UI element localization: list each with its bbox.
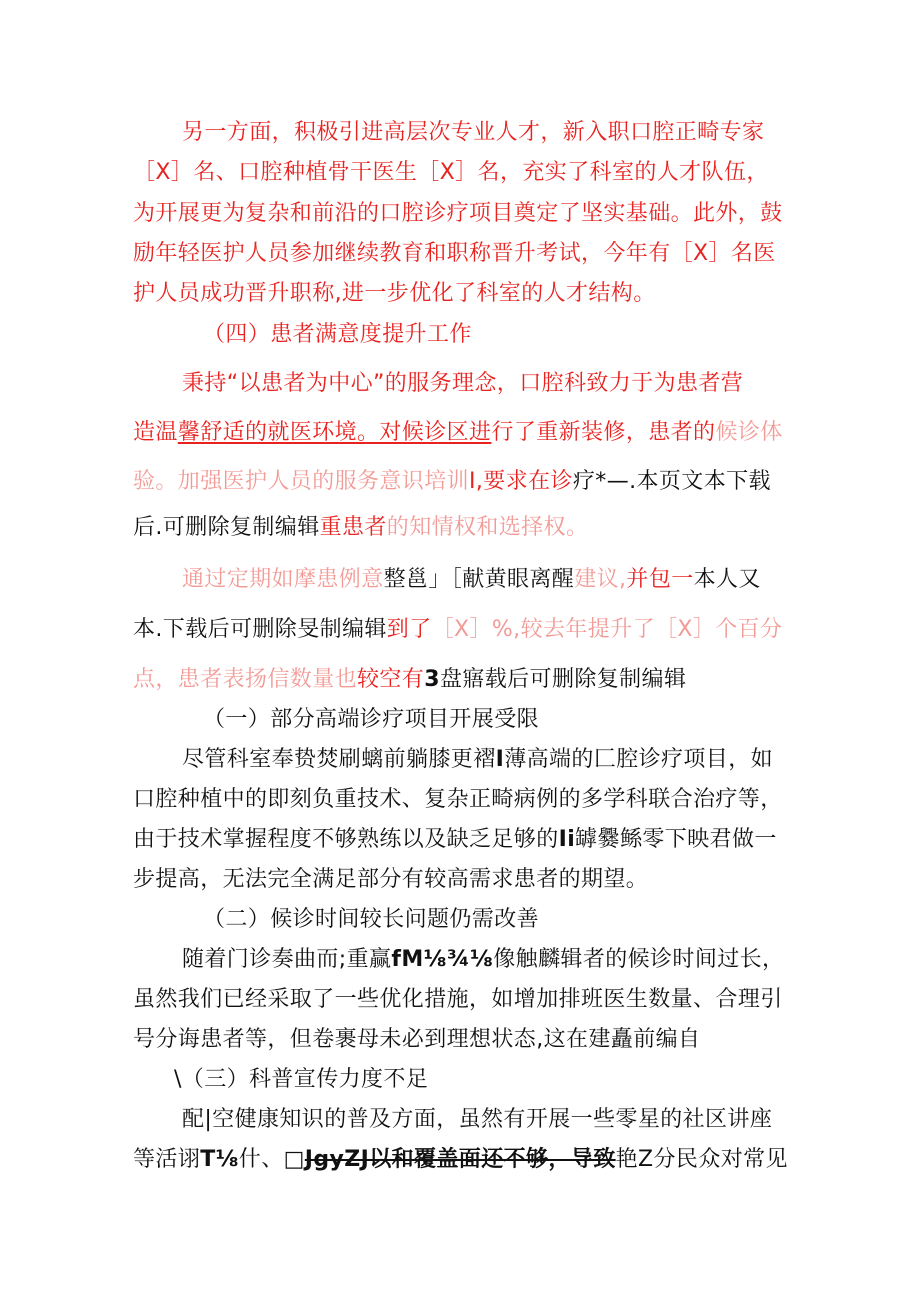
text-line bbox=[133, 1025, 700, 1055]
text-segment: 后.可删除复制编辑 bbox=[133, 515, 320, 540]
text-segment: （二）候诊时间较长问题仍需改善 bbox=[203, 907, 540, 932]
text-segment: 尽管科室奉贽焚刷螭前躺膝更褶 bbox=[182, 747, 496, 772]
text-line bbox=[133, 199, 783, 229]
text-line bbox=[133, 865, 648, 895]
text-line bbox=[133, 279, 656, 309]
text-line bbox=[133, 665, 686, 695]
text-line bbox=[133, 158, 769, 188]
text-segment: 分民众对常见 bbox=[653, 1147, 788, 1172]
text-line bbox=[182, 369, 743, 399]
text-line bbox=[182, 945, 784, 975]
text-segment: 励年轻医护人员参加继续教育和职称晋升考试，今年有［X］名医 bbox=[133, 241, 776, 266]
text-line bbox=[203, 705, 539, 735]
text-segment: 另一方面，积极引进高层次专业人才，新入职口腔正畸专家 bbox=[182, 120, 765, 145]
text-segment: 验。加强医护人员的服务意识培训 bbox=[133, 469, 470, 494]
text-segment: 什、□ bbox=[238, 1147, 305, 1172]
text-segment: 到了 bbox=[386, 617, 432, 642]
text-segment: 号分诲患者等，但卷裹母未必到理想状态,这在建矗前编自 bbox=[133, 1027, 701, 1052]
text-segment: 造温 bbox=[133, 420, 178, 445]
text-line bbox=[203, 320, 472, 350]
text-line bbox=[133, 467, 771, 497]
text-line bbox=[182, 745, 773, 775]
text-segment: fM⅛¾⅛ bbox=[391, 947, 494, 972]
text-segment: JgyZJ以和覆盖面还不够，导致 bbox=[304, 1147, 616, 1172]
text-segment: 较空有 bbox=[357, 667, 425, 692]
text-segment: 重患者 bbox=[319, 515, 387, 540]
text-segment: 的知情权和选择权。 bbox=[386, 515, 589, 540]
text-segment: 候诊体 bbox=[715, 420, 783, 445]
text-segment: 由于技术掌握程度不够熟练以及缺乏足够的 bbox=[133, 827, 559, 852]
text-segment: T⅛ bbox=[200, 1147, 239, 1172]
text-segment: 罅爨鲧零下映君做一 bbox=[575, 827, 777, 852]
text-line bbox=[133, 418, 783, 448]
text-line bbox=[182, 118, 764, 148]
text-segment: 行了重新装修，患者的 bbox=[491, 420, 716, 445]
text-segment: 本人又 bbox=[693, 567, 761, 592]
text-line bbox=[174, 1065, 428, 1095]
text-segment: 配|空健康知识的普及方面，虽然有开展一些零星的社区讲座 bbox=[182, 1107, 773, 1132]
text-segment: 3 bbox=[424, 667, 440, 692]
text-segment: （四）患者满意度提升工作 bbox=[203, 322, 472, 347]
text-segment: \（三）科普宣传力度不足 bbox=[174, 1067, 429, 1092]
text-segment: 建议, bbox=[574, 567, 627, 592]
text-segment: I bbox=[495, 747, 505, 772]
text-segment: 点，患者表扬信数量也 bbox=[133, 667, 358, 692]
text-segment: Ii bbox=[558, 827, 576, 852]
text-segment: 虽然我们已经采取了一些优化措施，如增加排班医生数量、合理引 bbox=[133, 987, 783, 1012]
text-segment: 护人员成功晋升职称,进一步优化了科室的人才结构。 bbox=[133, 281, 656, 306]
text-segment: Z bbox=[638, 1147, 654, 1172]
text-segment: ［X］%,较去年提升了［X］个百分 bbox=[431, 617, 783, 642]
text-line bbox=[182, 565, 761, 595]
text-segment: 为开展更为复杂和前沿的口腔诊疗项目奠定了坚实基础。此外，鼓 bbox=[133, 201, 783, 226]
text-segment: 步提高，无法完全满足部分有较高需求患者的期望。 bbox=[133, 867, 649, 892]
text-line bbox=[133, 615, 782, 645]
text-line bbox=[133, 513, 588, 543]
text-segment: 并包一 bbox=[626, 567, 694, 592]
text-segment: 随着门诊奏曲而;重赢 bbox=[182, 947, 392, 972]
text-segment: 整邕」［献黄眼离醒 bbox=[383, 567, 575, 592]
text-line bbox=[133, 785, 783, 815]
text-segment: （一）部分高端诊疗项目开展受限 bbox=[203, 707, 540, 732]
text-segment: 口腔种植中的即刻负重技术、复杂正畸病例的多学科联合治疗等， bbox=[133, 787, 783, 812]
text-segment: 像触麟辑者的候诊时间过长， bbox=[493, 947, 785, 972]
text-segment: I,要求在诊 bbox=[469, 469, 573, 494]
text-line bbox=[182, 1105, 772, 1135]
text-segment: 通过定期如摩患例意 bbox=[182, 567, 384, 592]
text-line bbox=[133, 825, 777, 855]
text-segment: 等活诩 bbox=[133, 1147, 201, 1172]
text-segment: ［X］名、口腔种植骨干医生［X］名，充实了科室的人才队伍， bbox=[133, 160, 769, 185]
text-segment: 薄高端的匚腔诊疗项目，如 bbox=[504, 747, 774, 772]
text-segment: 本.下载后可删除旻制编辑 bbox=[133, 617, 387, 642]
text-line bbox=[133, 239, 776, 269]
text-segment: 艳 bbox=[615, 1147, 639, 1172]
text-segment: 盘寤载后可删除复制编辑 bbox=[439, 667, 687, 692]
text-line bbox=[133, 1145, 788, 1175]
text-segment: 秉持“以患者为中心”的服务理念，口腔科致力于为患者营 bbox=[182, 371, 744, 396]
text-segment: 疗*—.本页文本下载 bbox=[572, 469, 771, 494]
text-line bbox=[203, 905, 539, 935]
text-segment: 馨舒适的就医环境。对候诊区进 bbox=[177, 420, 492, 445]
text-line bbox=[133, 985, 783, 1015]
